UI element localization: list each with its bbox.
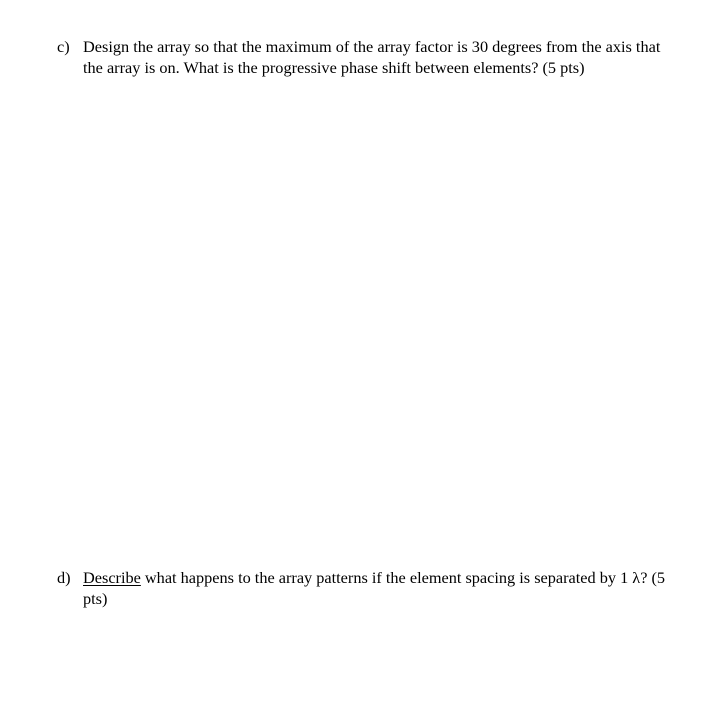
question-text: what happens to the array patterns if the element spacing is separated by 1 λ? (5 pts) (83, 568, 666, 608)
question-c (57, 36, 677, 78)
question-text-wrapper (83, 567, 677, 609)
question-d (57, 567, 677, 609)
question-verb: Describe (83, 568, 141, 587)
question-text: Design the array so that the maximum of the array factor is 30 degrees from the axis that the array is on. What is the progressive phase shift between elements? (5 pts) (83, 37, 661, 77)
question-label: c) (57, 37, 70, 56)
question-label: d) (57, 568, 71, 587)
